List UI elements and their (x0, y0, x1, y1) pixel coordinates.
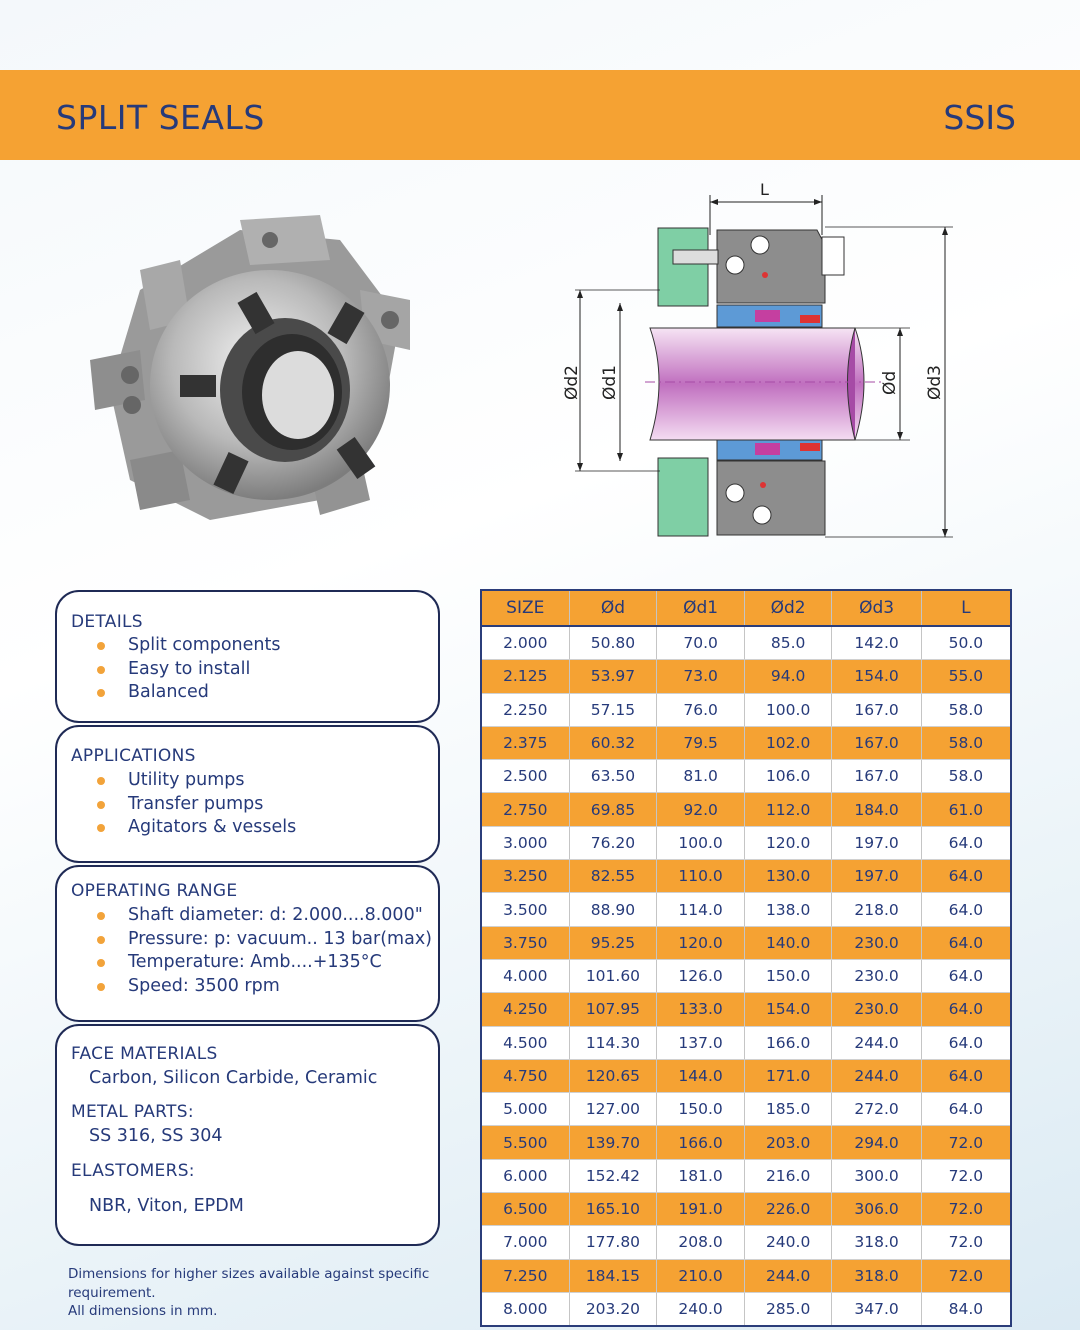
table-cell: 50.80 (569, 626, 657, 660)
table-cell: 72.0 (921, 1126, 1011, 1159)
table-row (481, 1159, 1011, 1192)
table-cell: 84.0 (921, 1292, 1011, 1326)
table-cell: 127.00 (569, 1093, 657, 1126)
table-cell: 167.0 (832, 693, 921, 726)
column-header-l: L (921, 590, 1011, 626)
table-cell: 6.000 (481, 1159, 569, 1192)
table-cell: 4.500 (481, 1026, 569, 1059)
table-cell: 94.0 (744, 660, 832, 693)
face-materials-heading: FACE MATERIALS (71, 1044, 218, 1064)
table-cell: 208.0 (657, 1226, 745, 1259)
table-cell: 210.0 (657, 1259, 745, 1292)
table-cell: 138.0 (744, 893, 832, 926)
details-box (55, 590, 440, 723)
table-row (481, 1259, 1011, 1292)
table-cell: 185.0 (744, 1093, 832, 1126)
table-cell: 347.0 (832, 1292, 921, 1326)
table-cell: 318.0 (832, 1226, 921, 1259)
table-cell: 76.0 (657, 693, 745, 726)
table-cell: 64.0 (921, 1093, 1011, 1126)
table-cell: 107.95 (569, 993, 657, 1026)
table-cell: 191.0 (657, 1193, 745, 1226)
operating-range-heading: OPERATING RANGE (71, 881, 238, 901)
table-row (481, 660, 1011, 693)
table-cell: 120.0 (744, 826, 832, 859)
table-cell: 126.0 (657, 959, 745, 992)
table-cell: 5.000 (481, 1093, 569, 1126)
list-item: Easy to install (97, 658, 280, 682)
table-cell: 230.0 (832, 993, 921, 1026)
table-cell: 203.20 (569, 1292, 657, 1326)
details-heading: DETAILS (71, 612, 143, 632)
table-cell: 154.0 (832, 660, 921, 693)
applications-heading: APPLICATIONS (71, 746, 196, 766)
label-d3: Ød3 (925, 365, 945, 400)
table-cell: 4.250 (481, 993, 569, 1026)
operating-range-box (55, 865, 440, 1022)
product-code: SSIS (943, 98, 1016, 137)
table-cell: 55.0 (921, 660, 1011, 693)
table-cell: 64.0 (921, 1059, 1011, 1092)
table-cell: 114.0 (657, 893, 745, 926)
table-cell: 102.0 (744, 726, 832, 759)
table-cell: 64.0 (921, 926, 1011, 959)
column-header-d3: Ød3 (832, 590, 921, 626)
elastomers-heading: ELASTOMERS: (71, 1161, 195, 1181)
table-cell: 100.0 (657, 826, 745, 859)
table-row (481, 1026, 1011, 1059)
table-cell: 64.0 (921, 826, 1011, 859)
table-cell: 152.42 (569, 1159, 657, 1192)
table-cell: 154.0 (744, 993, 832, 1026)
seal-cross-section-drawing (555, 175, 975, 550)
list-item: Agitators & vessels (97, 816, 296, 840)
table-row (481, 959, 1011, 992)
table-cell: 100.0 (744, 693, 832, 726)
table-cell: 120.0 (657, 926, 745, 959)
table-cell: 203.0 (744, 1126, 832, 1159)
table-header-row (481, 590, 1011, 626)
footnote: Dimensions for higher sizes available against specific requirement. All dimensions in mm. (68, 1266, 430, 1319)
table-cell: 2.000 (481, 626, 569, 660)
column-header-d2: Ød2 (744, 590, 832, 626)
table-cell: 8.000 (481, 1292, 569, 1326)
bullet-icon (97, 689, 105, 697)
dimensions-table (480, 589, 1012, 1327)
materials-box (55, 1024, 440, 1246)
table-cell: 197.0 (832, 826, 921, 859)
table-cell: 300.0 (832, 1159, 921, 1192)
bullet-icon (97, 936, 105, 944)
table-cell: 64.0 (921, 893, 1011, 926)
table-cell: 64.0 (921, 993, 1011, 1026)
details-list (97, 634, 280, 705)
table-cell: 120.65 (569, 1059, 657, 1092)
table-row (481, 1292, 1011, 1326)
bullet-icon (97, 959, 105, 967)
table-cell: 272.0 (832, 1093, 921, 1126)
table-cell: 6.500 (481, 1193, 569, 1226)
table-cell: 2.125 (481, 660, 569, 693)
table-cell: 106.0 (744, 760, 832, 793)
table-cell: 114.30 (569, 1026, 657, 1059)
table-cell: 4.750 (481, 1059, 569, 1092)
table-cell: 133.0 (657, 993, 745, 1026)
table-cell: 57.15 (569, 693, 657, 726)
list-item: Balanced (97, 681, 280, 705)
table-cell: 61.0 (921, 793, 1011, 826)
column-header-size: SIZE (481, 590, 569, 626)
metal-parts-value: SS 316, SS 304 (89, 1126, 223, 1146)
table-cell: 130.0 (744, 860, 832, 893)
list-item: Temperature: Amb....+135°C (97, 951, 432, 975)
bullet-icon (97, 983, 105, 991)
table-cell: 72.0 (921, 1259, 1011, 1292)
table-cell: 150.0 (744, 959, 832, 992)
table-row (481, 1093, 1011, 1126)
table-cell: 7.000 (481, 1226, 569, 1259)
bullet-icon (97, 824, 105, 832)
column-header-d: Ød (569, 590, 657, 626)
table-cell: 7.250 (481, 1259, 569, 1292)
table-cell: 85.0 (744, 626, 832, 660)
applications-box (55, 725, 440, 863)
table-cell: 95.25 (569, 926, 657, 959)
list-item: Pressure: p: vacuum.. 13 bar(max) (97, 928, 432, 952)
table-cell: 230.0 (832, 926, 921, 959)
table-cell: 142.0 (832, 626, 921, 660)
list-item: Shaft diameter: d: 2.000....8.000" (97, 904, 432, 928)
label-L: L (760, 180, 769, 199)
table-cell: 2.500 (481, 760, 569, 793)
table-cell: 58.0 (921, 726, 1011, 759)
table-cell: 177.80 (569, 1226, 657, 1259)
table-body (481, 626, 1011, 1326)
column-header-d1: Ød1 (657, 590, 745, 626)
table-cell: 181.0 (657, 1159, 745, 1192)
table-cell: 70.0 (657, 626, 745, 660)
table-cell: 72.0 (921, 1226, 1011, 1259)
table-cell: 216.0 (744, 1159, 832, 1192)
table-cell: 69.85 (569, 793, 657, 826)
table-row (481, 793, 1011, 826)
page-title: SPLIT SEALS (56, 98, 265, 137)
elastomers-value: NBR, Viton, EPDM (89, 1196, 244, 1216)
table-cell: 3.250 (481, 860, 569, 893)
table-row (481, 826, 1011, 859)
table-cell: 294.0 (832, 1126, 921, 1159)
table-cell: 72.0 (921, 1159, 1011, 1192)
table-cell: 2.750 (481, 793, 569, 826)
label-d: Ød (880, 370, 900, 395)
table-row (481, 1126, 1011, 1159)
table-cell: 230.0 (832, 959, 921, 992)
label-d2: Ød2 (562, 365, 582, 400)
table-cell: 244.0 (744, 1259, 832, 1292)
table-cell: 63.50 (569, 760, 657, 793)
table-cell: 226.0 (744, 1193, 832, 1226)
table-cell: 88.90 (569, 893, 657, 926)
list-item: Speed: 3500 rpm (97, 975, 432, 999)
bullet-icon (97, 642, 105, 650)
metal-parts-heading: METAL PARTS: (71, 1102, 194, 1122)
table-row (481, 993, 1011, 1026)
table-cell: 110.0 (657, 860, 745, 893)
table-cell: 3.000 (481, 826, 569, 859)
table-cell: 137.0 (657, 1026, 745, 1059)
bullet-icon (97, 801, 105, 809)
table-cell: 244.0 (832, 1059, 921, 1092)
bullet-icon (97, 666, 105, 674)
table-row (481, 726, 1011, 759)
table-cell: 101.60 (569, 959, 657, 992)
table-cell: 5.500 (481, 1126, 569, 1159)
bullet-icon (97, 912, 105, 920)
table-cell: 73.0 (657, 660, 745, 693)
table-cell: 4.000 (481, 959, 569, 992)
table-cell: 244.0 (832, 1026, 921, 1059)
table-cell: 144.0 (657, 1059, 745, 1092)
table-cell: 64.0 (921, 959, 1011, 992)
table-cell: 81.0 (657, 760, 745, 793)
table-cell: 2.375 (481, 726, 569, 759)
table-cell: 184.0 (832, 793, 921, 826)
list-item: Transfer pumps (97, 793, 296, 817)
table-cell: 167.0 (832, 760, 921, 793)
table-cell: 82.55 (569, 860, 657, 893)
table-cell: 58.0 (921, 693, 1011, 726)
table-cell: 112.0 (744, 793, 832, 826)
seal-product-photo (70, 200, 440, 540)
table-cell: 318.0 (832, 1259, 921, 1292)
table-cell: 58.0 (921, 760, 1011, 793)
bullet-icon (97, 777, 105, 785)
table-cell: 166.0 (657, 1126, 745, 1159)
table-cell: 76.20 (569, 826, 657, 859)
table-row (481, 1059, 1011, 1092)
table-cell: 218.0 (832, 893, 921, 926)
applications-list (97, 769, 296, 840)
table-cell: 92.0 (657, 793, 745, 826)
table-cell: 165.10 (569, 1193, 657, 1226)
table-row (481, 860, 1011, 893)
table-row (481, 626, 1011, 660)
table-cell: 3.750 (481, 926, 569, 959)
table-cell: 150.0 (657, 1093, 745, 1126)
list-item: Utility pumps (97, 769, 296, 793)
table-cell: 184.15 (569, 1259, 657, 1292)
table-cell: 60.32 (569, 726, 657, 759)
table-cell: 53.97 (569, 660, 657, 693)
operating-range-list (97, 904, 432, 998)
table-cell: 167.0 (832, 726, 921, 759)
table-cell: 3.500 (481, 893, 569, 926)
table-row (481, 893, 1011, 926)
table-cell: 139.70 (569, 1126, 657, 1159)
table-cell: 240.0 (657, 1292, 745, 1326)
label-d1: Ød1 (600, 365, 620, 400)
header-banner (0, 70, 1080, 160)
table-cell: 64.0 (921, 860, 1011, 893)
table-row (481, 1193, 1011, 1226)
table-cell: 79.5 (657, 726, 745, 759)
table-row (481, 1226, 1011, 1259)
table-cell: 285.0 (744, 1292, 832, 1326)
table-cell: 64.0 (921, 1026, 1011, 1059)
table-row (481, 760, 1011, 793)
table-cell: 2.250 (481, 693, 569, 726)
table-row (481, 926, 1011, 959)
table-row (481, 693, 1011, 726)
table-cell: 197.0 (832, 860, 921, 893)
face-materials-value: Carbon, Silicon Carbide, Ceramic (89, 1068, 378, 1088)
list-item: Split components (97, 634, 280, 658)
table-cell: 171.0 (744, 1059, 832, 1092)
table-cell: 306.0 (832, 1193, 921, 1226)
table-cell: 166.0 (744, 1026, 832, 1059)
table-cell: 240.0 (744, 1226, 832, 1259)
table-cell: 72.0 (921, 1193, 1011, 1226)
table-cell: 140.0 (744, 926, 832, 959)
table-cell: 50.0 (921, 626, 1011, 660)
